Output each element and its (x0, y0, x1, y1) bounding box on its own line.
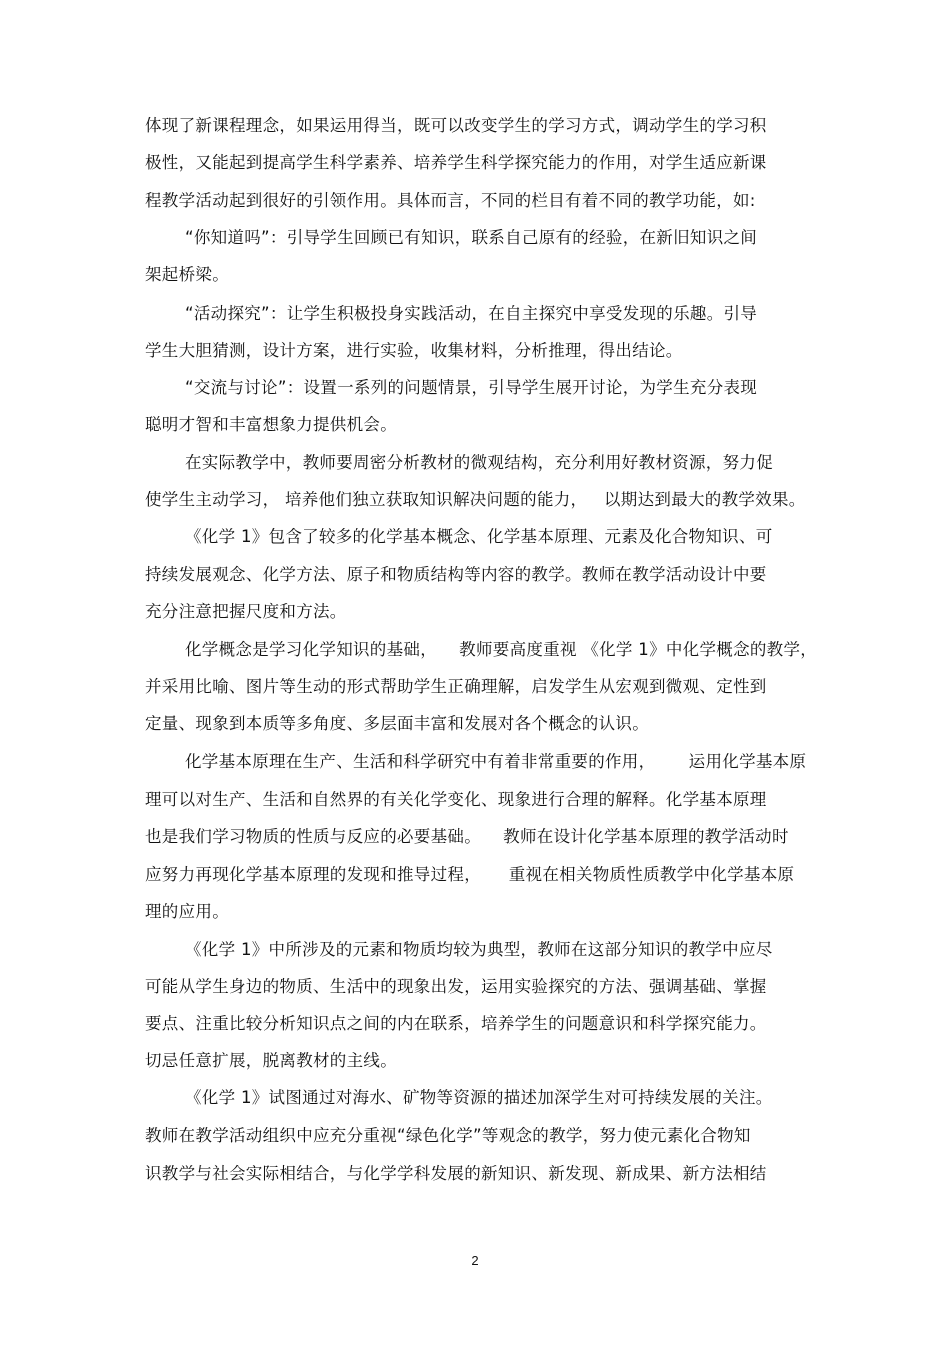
text-line: 定量、现象到本质等多角度、多层面丰富和发展对各个概念的认识。 (145, 714, 649, 733)
text-line: 并采用比喻、图片等生动的形式帮助学生正确理解，启发学生从宏观到微观、定性到 (145, 677, 767, 696)
text-line: “你知道吗”：引导学生回顾已有知识，联系自己原有的经验，在新旧知识之间 (185, 228, 758, 247)
text-line: 在实际教学中，教师要周密分析教材的微观结构，充分利用好教材资源，努力促 (185, 453, 773, 472)
text-line: 持续发展观念、化学方法、原子和物质结构等内容的教学。教师在教学活动设计中要 (145, 565, 767, 584)
text-line: 化学概念是学习化学知识的基础， 教师要高度重视 《化学 1》中化学概念的教学， (185, 640, 818, 659)
text-line: 架起桥梁。 (145, 265, 229, 284)
text-line: “活动探究”：让学生积极投身实践活动，在自主探究中享受发现的乐趣。引导 (185, 304, 758, 323)
text-line: 理可以对生产、生活和自然界的有关化学变化、现象进行合理的解释。化学基本原理 (145, 790, 767, 809)
text-line: 识教学与社会实际相结合，与化学学科发展的新知识、新发现、新成果、新方法相结 (145, 1164, 767, 1183)
text-line: 充分注意把握尺度和方法。 (145, 602, 347, 621)
text-line: 《化学 1》试图通过对海水、矿物等资源的描述加深学生对可持续发展的关注。 (185, 1088, 773, 1107)
text-line: 教师在教学活动组织中应充分重视“绿色化学”等观念的教学，努力使元素化合物知 (145, 1126, 751, 1145)
text-line: 也是我们学习物质的性质与反应的必要基础。 教师在设计化学基本原理的教学活动时 (145, 827, 789, 846)
text-line: 切忌任意扩展，脱离教材的主线。 (145, 1051, 397, 1070)
text-line: 《化学 1》包含了较多的化学基本概念、化学基本原理、元素及化合物知识、可 (185, 527, 773, 546)
page-number: 2 (471, 1253, 479, 1268)
text-line: 学生大胆猜测，设计方案，进行实验，收集材料，分析推理，得出结论。 (145, 341, 683, 360)
text-line: 《化学 1》中所涉及的元素和物质均较为典型，教师在这部分知识的教学中应尽 (185, 940, 773, 959)
text-line: 程教学活动起到很好的引领作用。具体而言，不同的栏目有着不同的教学功能，如: (145, 191, 756, 210)
text-line: 要点、注重比较分析知识点之间的内在联系，培养学生的问题意识和科学探究能力。 (145, 1014, 767, 1033)
text-line: 体现了新课程理念，如果运用得当，既可以改变学生的学习方式，调动学生的学习积 (145, 116, 767, 135)
text-line: 理的应用。 (145, 902, 229, 921)
text-line: 化学基本原理在生产、生活和科学研究中有着非常重要的作用， 运用化学基本原 (185, 752, 807, 771)
text-line: “交流与讨论”：设置一系列的问题情景，引导学生展开讨论，为学生充分表现 (185, 378, 758, 397)
text-line: 可能从学生身边的物质、生活中的现象出发，运用实验探究的方法、强调基础、掌握 (145, 977, 767, 996)
text-line: 极性，又能起到提高学生科学素养、培养学生科学探究能力的作用，对学生适应新课 (145, 153, 767, 172)
text-line: 应努力再现化学基本原理的发现和推导过程， 重视在相关物质性质教学中化学基本原 (145, 865, 795, 884)
text-line: 聪明才智和丰富想象力提供机会。 (145, 415, 397, 434)
text-line: 使学生主动学习， 培养他们独立获取知识解决问题的能力， 以期达到最大的教学效果。 (145, 490, 806, 509)
